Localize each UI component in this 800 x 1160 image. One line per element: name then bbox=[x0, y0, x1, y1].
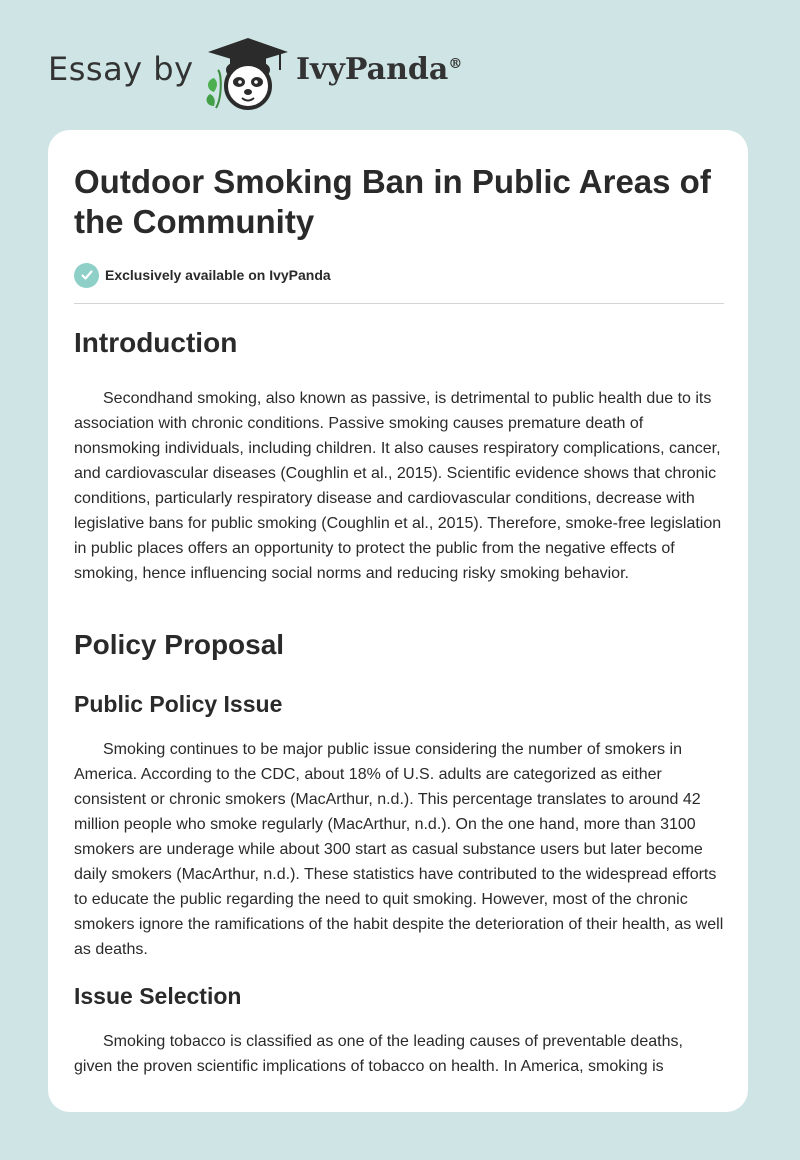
brand-name-text: IvyPanda bbox=[296, 52, 449, 87]
brand-name[interactable] bbox=[296, 52, 462, 87]
panda-graduate-logo-icon[interactable] bbox=[200, 34, 296, 114]
check-circle-icon bbox=[74, 263, 99, 288]
essay-by-label: Essay by bbox=[48, 50, 194, 88]
issue-selection-paragraph: Smoking tobacco is classified as one of the leading causes of preventable deaths, given the proven scientific implications of tobacco on health. In America, smoking is bbox=[74, 1033, 683, 1075]
heading-issue-selection: Issue Selection bbox=[74, 983, 242, 1009]
public-policy-issue-paragraph: Smoking continues to be major public issue considering the number of smokers in America. According to the CDC, about 18% of U.S. adults are categorized as either consistent or chronic smokers (MacArthur, n.d.). This percentage translates to around 42 million people who smoke regularly (MacArthur, n.d.). On the one hand, more than 3100 smokers are underage while about 300 start as casual substance users but later become daily smokers (MacArthur, n.d.). These statistics have contributed to the widespread efforts to educate the public regarding the need to quit smoking. However, most of the chronic smokers ignore the ramifications of the habit despite the deterioration of their health, as well as deaths. bbox=[74, 741, 724, 958]
essay-title: Outdoor Smoking Ban in Public Areas of the Community bbox=[74, 163, 711, 240]
introduction-paragraph: Secondhand smoking, also known as passive, is detrimental to public health due to its association with chronic conditions. Passive smoking causes premature death of nonsmoking individuals, including children. It also causes respiratory complications, cancer, and cardiovascular diseases (Coughlin et al., 2015). Scientific evidence shows that chronic conditions, particularly respiratory disease and cardiovascular conditions, decrease with legislative bans for public smoking (Coughlin et al., 2015). Therefore, smoke-free legislation in public places offers an opportunity to protect the public from the negative effects of smoking, hence influencing social norms and reducing risky smoking behavior. bbox=[74, 390, 722, 582]
exclusive-text: Exclusively available on IvyPanda bbox=[105, 267, 331, 283]
heading-public-policy-issue: Public Policy Issue bbox=[74, 691, 283, 717]
registered-mark: ® bbox=[448, 56, 463, 72]
exclusive-badge bbox=[74, 262, 331, 288]
heading-introduction: Introduction bbox=[74, 327, 238, 358]
heading-policy-proposal: Policy Proposal bbox=[74, 629, 285, 660]
essay-card bbox=[48, 130, 748, 1112]
title-divider bbox=[74, 303, 724, 304]
site-header bbox=[48, 30, 748, 120]
